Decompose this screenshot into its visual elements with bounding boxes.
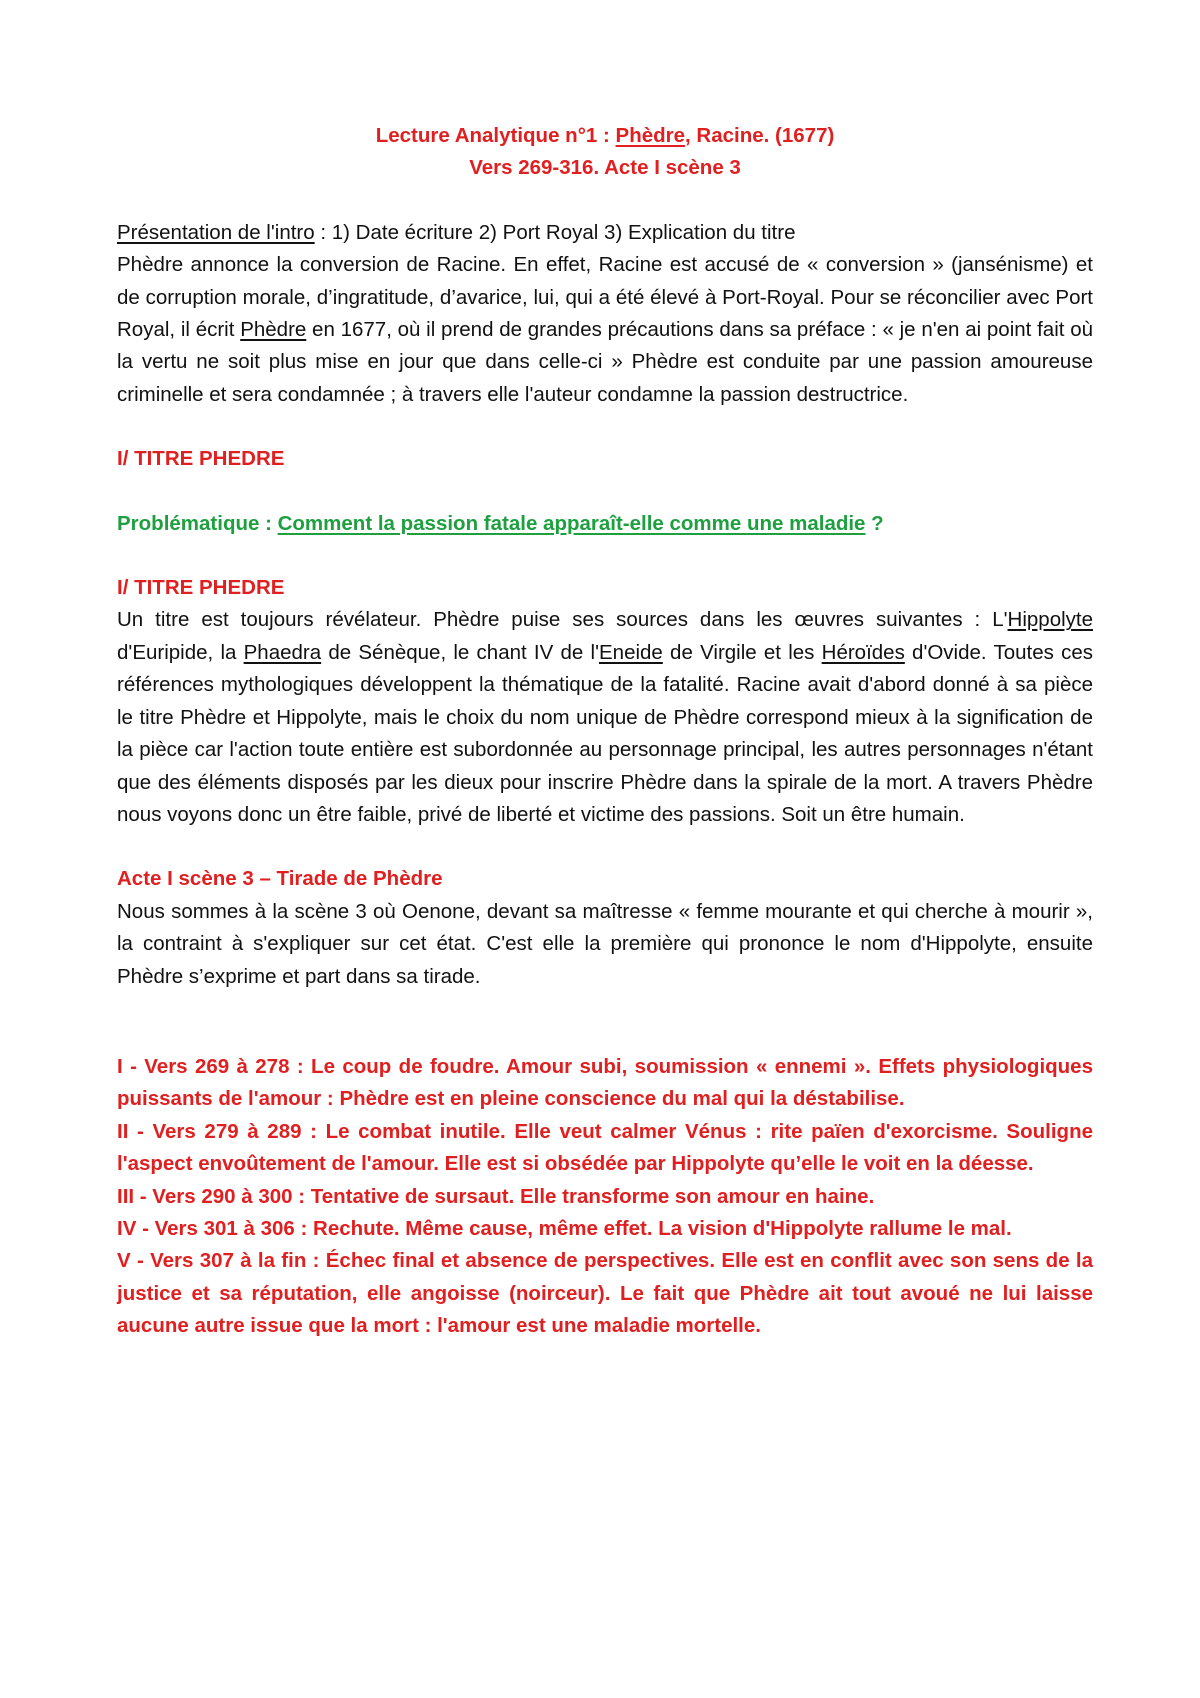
work-eneide: Eneide xyxy=(599,640,663,664)
section2-heading: I/ TITRE PHEDRE xyxy=(117,576,285,600)
spacer xyxy=(117,185,1093,217)
work-phaedra: Phaedra xyxy=(243,640,322,664)
section2-text-4: de Virgile et les xyxy=(662,640,822,664)
spacer xyxy=(117,993,1093,1051)
section3-paragraph: Nous sommes à la scène 3 où Oenone, devant sa maîtresse « femme mourante et qui cherche à mourir », la contraint à s'expliquer sur cet état. C'est elle la première qui prononce le nom d'Hippolyte, ensuite Phèdre s’exprime et part dans sa tirade. xyxy=(117,899,1093,988)
document-subtitle: Vers 269-316. Acte I scène 3 xyxy=(469,156,741,180)
intro-label-rest: : 1) Date écriture 2) Port Royal 3) Explication du titre xyxy=(314,220,796,244)
section2-text-5: d'Ovide. Toutes ces références mythologiques développent la thématique de la fatalité. Racine avait d'abord donné à sa pièce le titre Phèdre et Hippolyte, mais le choix du nom unique de Phèdre correspond mieux à la signification de la pièce car l'action toute entière est subordonnée au personnage principal, les autres personnages n'étant que des éléments disposés par les dieux pour inscrire Phèdre dans la spirale de la mort. A travers Phèdre nous voyons donc un être faible, privé de liberté et victime des passions. Soit un être humain. xyxy=(117,640,1093,826)
spacer xyxy=(117,540,1093,572)
problematique xyxy=(117,508,1093,540)
movement-3: III - Vers 290 à 300 : Tentative de sursaut. Elle transforme son amour en haine. xyxy=(117,1184,875,1208)
section2-text-3: de Sénèque, le chant IV de l' xyxy=(321,640,599,664)
problematique-end: ? xyxy=(865,511,884,535)
movement-4: IV - Vers 301 à 306 : Rechute. Même cause, même effet. La vision d'Hippolyte rallume le mal. xyxy=(117,1216,1012,1240)
intro-work: Phèdre xyxy=(240,318,307,342)
section1-heading: I/ TITRE PHEDRE xyxy=(117,447,285,471)
problematique-question: Comment la passion fatale apparaît-elle comme une maladie xyxy=(277,511,866,535)
spacer xyxy=(117,476,1093,508)
movement-5: V - Vers 307 à la fin : Échec final et absence de perspectives. Elle est en conflit avec son sens de la justice et sa réputation, elle angoisse (noirceur). Le fait que Phèdre ait tout avoué ne lui laisse aucune autre issue que la mort : l'amour est une maladie mortelle. xyxy=(117,1249,1093,1338)
movement-1: I - Vers 269 à 278 : Le coup de foudre. Amour subi, soumission « ennemi ». Effets physiologiques puissants de l'amour : Phèdre est en pleine conscience du mal qui la déstabilise. xyxy=(117,1054,1093,1111)
title-work: Phèdre xyxy=(615,124,686,147)
section2-text-2: d'Euripide, la xyxy=(117,640,244,664)
title-suffix: , Racine. (1677) xyxy=(685,124,835,147)
movement-2: II - Vers 279 à 289 : Le combat inutile. Elle veut calmer Vénus : rite païen d'exorcisme. Souligne l'aspect envoûtement de l'amour. Elle est si obsédée par Hippolyte qu’elle le voit en la déesse. xyxy=(117,1119,1093,1176)
section3-heading: Acte I scène 3 – Tirade de Phèdre xyxy=(117,867,443,891)
work-heroides: Héroïdes xyxy=(821,640,905,664)
document-title xyxy=(117,120,1093,152)
intro-paragraph xyxy=(117,249,1093,411)
title-prefix: Lecture Analytique n°1 : xyxy=(375,124,616,147)
intro-label-line xyxy=(117,217,1093,249)
intro-text-1: Phèdre annonce la conversion de Racine. En effet, Racine est accusé de « conversion » (jansénisme) et de corruption morale, d’ingratitude, d’avarice, lui, qui a été élevé à Port-Royal. Pour se réconcilier avec Port Royal, il écrit xyxy=(117,253,1093,342)
problematique-label: Problématique : xyxy=(117,511,278,535)
intro-text-2: en 1677, où il prend de grandes précautions dans sa préface : « je n'en ai point fait où la vertu ne soit plus mise en jour que dans celle-ci » Phèdre est conduite par une passion amoureuse criminelle et sera condamnée ; à travers elle l'auteur condamne la passion destructrice. xyxy=(117,318,1093,406)
spacer xyxy=(117,831,1093,863)
intro-label: Présentation de l'intro xyxy=(117,220,315,244)
section2-text-1: Un titre est toujours révélateur. Phèdre puise ses sources dans les œuvres suivantes : L' xyxy=(117,608,1008,632)
spacer xyxy=(117,411,1093,443)
section2-paragraph xyxy=(117,604,1093,831)
work-hippolyte: Hippolyte xyxy=(1007,608,1093,632)
